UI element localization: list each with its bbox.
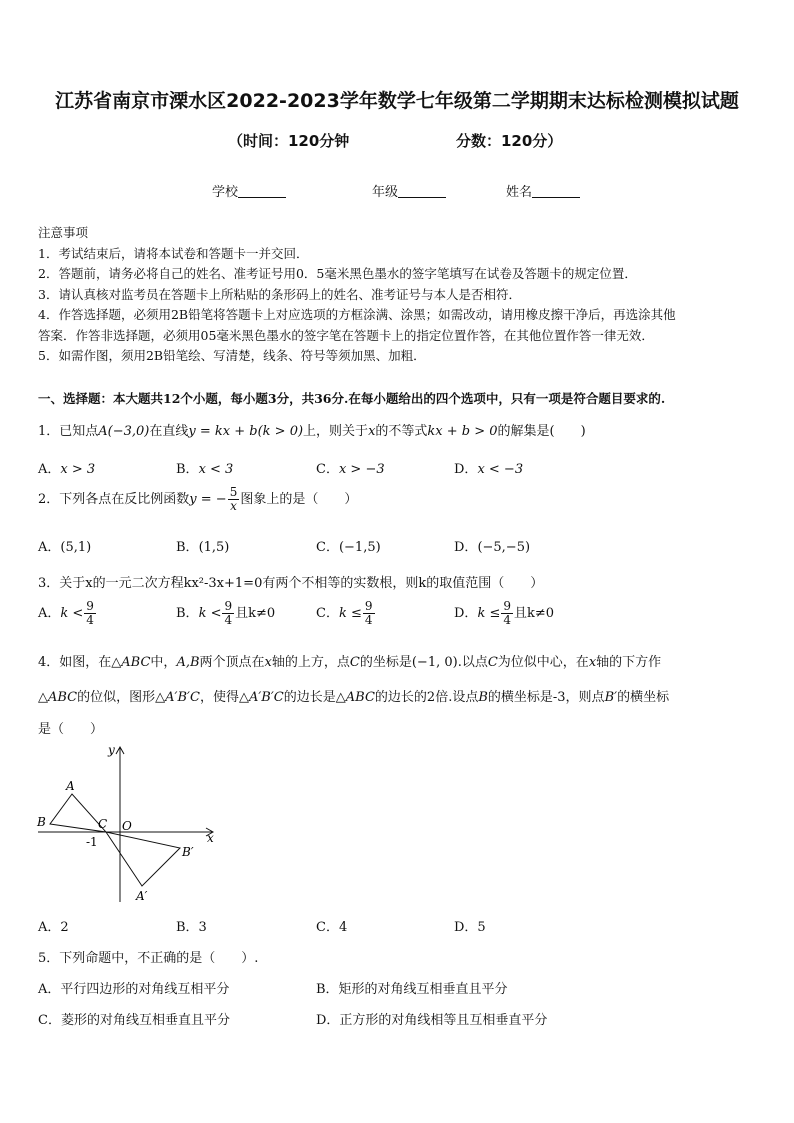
- fraction-denominator: 4: [364, 613, 373, 627]
- q4-text: 的位似，图形: [77, 690, 156, 705]
- q5-option-b[interactable]: B．矩形的对角线互相垂直且平分: [316, 982, 508, 997]
- school-field: [212, 181, 286, 200]
- name-field: [506, 181, 580, 200]
- q4-text: .以点: [457, 655, 488, 670]
- q4-diagram: [30, 742, 230, 907]
- fraction-denominator: 4: [503, 613, 511, 627]
- q2-text: 2．下列各点在反比例函数: [38, 492, 190, 507]
- q4-figure: [30, 742, 230, 907]
- exam-title: 江苏省南京市溧水区2022-2023学年数学七年级第二学期期末达标检测模拟试题: [55, 90, 739, 112]
- q2-fraction: [228, 486, 240, 513]
- note-item: 5．如需作图，须用2B铅笔绘、写清楚，线条、符号等须加黑、加粗．: [38, 348, 426, 363]
- q1-line-eq: y = kx + b(k > 0): [188, 424, 304, 439]
- q1-option-b[interactable]: [176, 458, 233, 477]
- q1-inequality: kx + b > 0: [427, 424, 498, 439]
- q2-func: y = −: [189, 492, 227, 507]
- school-label: 学校: [212, 185, 239, 200]
- option-relation: k <: [198, 606, 222, 621]
- option-value: x < 3: [198, 462, 234, 477]
- q4-option-b[interactable]: B．3: [176, 920, 207, 935]
- q4-text: 4．如图，在: [38, 655, 112, 670]
- q1-text: 1．已知点: [38, 424, 99, 439]
- q4-triangle: △ABC: [335, 690, 375, 705]
- q4-triangle-image: △A′B′C: [155, 690, 200, 705]
- label-x: x: [207, 831, 214, 845]
- q3-option-b[interactable]: [176, 600, 275, 627]
- q4-text: 的横坐标是-3，则点: [487, 690, 605, 705]
- label-a-prime: A′: [136, 889, 148, 903]
- name-blank[interactable]: [532, 185, 580, 198]
- q1-option-c[interactable]: [316, 458, 385, 477]
- q1-text: 在直线: [149, 424, 189, 439]
- fraction-numerator: 5: [229, 485, 238, 499]
- label-b: B: [37, 815, 46, 829]
- option-value: (5,1): [60, 540, 92, 555]
- name-label: 姓名: [506, 185, 533, 200]
- option-letter: A．: [38, 462, 61, 477]
- q4-triangle: △ABC: [38, 690, 78, 705]
- grade-field: [372, 181, 446, 200]
- q4-var: x: [264, 655, 272, 670]
- q4-text: 为位似中心，在: [497, 655, 589, 670]
- question-5: 5．下列命题中，不正确的是（ ）.: [38, 951, 259, 966]
- q5-option-a[interactable]: A．平行四边形的对角线互相平分: [38, 982, 230, 997]
- q4-text: 的边长是: [283, 690, 336, 705]
- exam-score: 分数：120分）: [456, 132, 563, 150]
- q3-option-d[interactable]: [454, 600, 554, 627]
- q5-option-d[interactable]: D．正方形的对角线相等且互相垂直平分: [316, 1013, 548, 1028]
- option-relation: k ≤: [477, 606, 501, 621]
- option-letter: D．: [454, 462, 478, 477]
- question-1: [38, 420, 768, 439]
- grade-label: 年级: [372, 185, 399, 200]
- notes-heading: 注意事项: [38, 225, 89, 240]
- q4-text: 的坐标是: [359, 655, 412, 670]
- note-item: 2．答题前，请务必将自己的姓名、准考证号用0．5毫米黑色墨水的签字笔填写在试卷及答题卡的规定位置．: [38, 266, 637, 281]
- option-letter: C．: [316, 606, 339, 621]
- grade-blank[interactable]: [398, 185, 446, 198]
- exam-time: （时间：120分钟: [228, 132, 350, 150]
- label-b-prime: B′: [182, 845, 194, 859]
- q4-triangle: △ABC: [111, 655, 151, 670]
- question-4-line-2: [38, 686, 768, 705]
- q3-fraction: [363, 600, 375, 627]
- fraction-numerator: 9: [86, 599, 94, 613]
- q2-text: 图象上的是（ ）: [240, 492, 358, 507]
- q4-option-d[interactable]: D．5: [454, 920, 486, 935]
- option-value: x > 3: [60, 462, 96, 477]
- option-letter: A．: [38, 540, 61, 555]
- option-letter: B．: [176, 462, 199, 477]
- note-item: 答案．作答非选择题，必须用05毫米黑色墨水的签字笔在答题卡上的指定位置作答，在其他位置作答一律无效．: [38, 327, 654, 343]
- label-o: O: [122, 819, 132, 833]
- q2-option-c[interactable]: [316, 536, 381, 555]
- q1-option-a[interactable]: [38, 458, 95, 477]
- q3-fraction: [222, 600, 234, 627]
- option-value: (−5,−5): [477, 540, 531, 555]
- section-heading: 一、选择题：本大题共12个小题，每小题3分，共36分.在每小题给出的四个选项中，只有一项是符合题目要求的.: [38, 391, 666, 406]
- label-neg-one: -1: [86, 835, 98, 849]
- triangle-apbpc: [106, 832, 180, 886]
- option-letter: C．: [316, 462, 339, 477]
- option-letter: C．: [316, 540, 339, 555]
- option-letter: B．: [176, 606, 199, 621]
- q1-var: x: [368, 424, 376, 439]
- q4-text: ，使得: [199, 690, 239, 705]
- label-y: y: [108, 743, 115, 757]
- q2-option-b[interactable]: [176, 536, 229, 555]
- q1-text: 的解集是( ): [497, 424, 586, 439]
- q4-option-a[interactable]: A．2: [38, 920, 69, 935]
- fraction-denominator: x: [230, 499, 237, 513]
- fraction-numerator: 9: [364, 599, 373, 613]
- note-item: 4．作答选择题，必须用2B铅笔将答题卡上对应选项的方框涂满、涂黑；如需改动，请用橡皮擦干净后，再选涂其他: [38, 307, 676, 322]
- option-value: x < −3: [477, 462, 524, 477]
- question-4-line-3: 是（ ）: [38, 722, 104, 737]
- q4-var: x: [588, 655, 597, 670]
- q1-text: 上，则关于: [303, 424, 369, 439]
- q3-option-a[interactable]: [38, 600, 97, 627]
- label-c: C: [98, 817, 108, 831]
- q4-vertices: A,B: [176, 655, 200, 670]
- q4-var: C: [349, 655, 360, 670]
- fraction-denominator: 4: [224, 613, 233, 627]
- option-letter: D．: [454, 606, 478, 621]
- q4-coord: (−1, 0): [411, 655, 458, 670]
- note-item: 1．考试结束后，请将本试卷和答题卡一并交回．: [38, 245, 309, 261]
- q4-text: 两个顶点在: [199, 655, 265, 670]
- note-item: 3．请认真核对监考员在答题卡上所粘贴的条形码上的姓名、准考证号与本人是否相符．: [38, 286, 521, 302]
- option-relation: k ≤: [338, 606, 362, 621]
- fraction-numerator: 9: [503, 599, 511, 613]
- q4-text: 轴的下方作: [596, 655, 662, 670]
- option-value: (−1,5): [338, 540, 381, 555]
- label-a: A: [66, 779, 75, 793]
- question-4-line-1: [38, 651, 768, 670]
- option-letter: A．: [38, 606, 61, 621]
- option-condition: 且k≠0: [235, 606, 276, 621]
- q3-fraction: [84, 600, 96, 627]
- option-value: x > −3: [338, 462, 385, 477]
- option-letter: B．: [176, 540, 199, 555]
- q4-option-c[interactable]: C．4: [316, 920, 348, 935]
- q4-text: 中，: [150, 655, 177, 670]
- q4-var: B: [478, 690, 488, 705]
- q2-option-a[interactable]: [38, 536, 91, 555]
- q4-text: 轴的上方，点: [271, 655, 350, 670]
- q3-fraction: [501, 600, 513, 627]
- question-2: [38, 486, 768, 513]
- q3-option-c[interactable]: [316, 600, 376, 627]
- school-blank[interactable]: [238, 185, 286, 198]
- option-relation: k <: [60, 606, 84, 621]
- q4-var: B′: [604, 690, 618, 705]
- option-condition: 且k≠0: [513, 606, 555, 621]
- q4-var: C: [487, 655, 498, 670]
- fraction-denominator: 4: [86, 613, 94, 627]
- q5-option-c[interactable]: C．菱形的对角线互相垂直且平分: [38, 1013, 230, 1028]
- option-value: (1,5): [198, 540, 230, 555]
- notes-block: [38, 223, 758, 367]
- q1-point: A(−3,0): [98, 424, 150, 439]
- fraction-numerator: 9: [224, 599, 233, 613]
- q1-option-d[interactable]: [454, 458, 523, 477]
- q4-text: 的横坐标: [617, 690, 670, 705]
- q2-option-d[interactable]: [454, 536, 530, 555]
- q4-text: 的边长的2倍.设点: [374, 690, 479, 705]
- q4-triangle-image: △A′B′C: [238, 690, 284, 705]
- question-3: 3．关于x的一元二次方程kx²-3x+1=0有两个不相等的实数根，则k的取值范围（ ）: [38, 576, 544, 591]
- option-letter: D．: [454, 540, 478, 555]
- q1-text: 的不等式: [375, 424, 428, 439]
